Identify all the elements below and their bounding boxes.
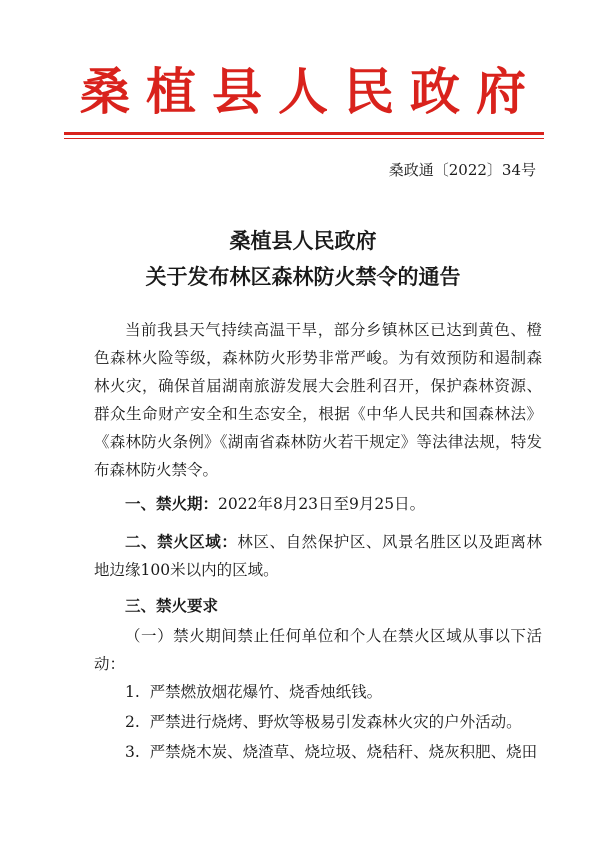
list-item-number: 2. [125, 713, 140, 731]
intro-paragraph-block [94, 316, 542, 484]
section-2-text: 林区、自然保护区、风景名胜区以及距离林地边缘100米以内的区域。 [94, 533, 542, 579]
section-3-sub1 [94, 622, 542, 678]
section-3-heading: 三、禁火要求 [125, 596, 219, 615]
section-3 [94, 592, 542, 620]
section-2-heading: 二、禁火区域： [125, 532, 238, 551]
section-3-sub1-text: （一）禁火期间禁止任何单位和个人在禁火区域从事以下活动： [94, 627, 542, 673]
list-item-text: 严禁进行烧烤、野炊等极易引发森林火灾的户外活动。 [149, 713, 522, 731]
list-item-1 [94, 678, 542, 706]
list-item-number: 1. [125, 683, 140, 701]
section-1 [94, 490, 542, 518]
section-1-text: 2022年8月23日至9月25日。 [218, 495, 426, 513]
list-item-text: 严禁烧木炭、烧渣草、烧垃圾、烧秸秆、烧灰积肥、烧田 [149, 743, 538, 761]
intro-paragraph: 当前我县天气持续高温干旱，部分乡镇林区已达到黄色、橙色森林火险等级，森林防火形势非常严峻。为有效预防和遏制森林火灾，确保首届湖南旅游发展大会胜利召开，保护森林资源、群众生命财产安全和生态安全，根据《中华人民共和国森林法》《森林防火条例》《湖南省森林防火若干规定》等法律法规，特发布森林防火禁令。 [94, 321, 542, 479]
list-item-2 [94, 708, 542, 736]
section-2-paragraph [94, 528, 542, 584]
section-1-heading: 一、禁火期： [125, 494, 219, 513]
notice-title-line1: 桑植县人民政府 [229, 228, 377, 253]
list-item [94, 738, 542, 766]
section-1-paragraph [94, 490, 542, 518]
red-separator-thick [64, 132, 544, 135]
section-2 [94, 528, 542, 584]
list-item [94, 678, 542, 706]
list-item-text: 严禁燃放烟花爆竹、烧香烛纸钱。 [149, 683, 383, 701]
list-item-number: 3. [125, 743, 140, 761]
document-number: 桑政通〔2022〕34号 [388, 161, 536, 179]
red-separator-thin [64, 138, 544, 139]
notice-title-line2: 关于发布林区森林防火禁令的通告 [145, 264, 461, 289]
issuer-header: 桑植县人民政府 [80, 62, 542, 121]
list-item-3 [94, 738, 542, 766]
list-item [94, 708, 542, 736]
